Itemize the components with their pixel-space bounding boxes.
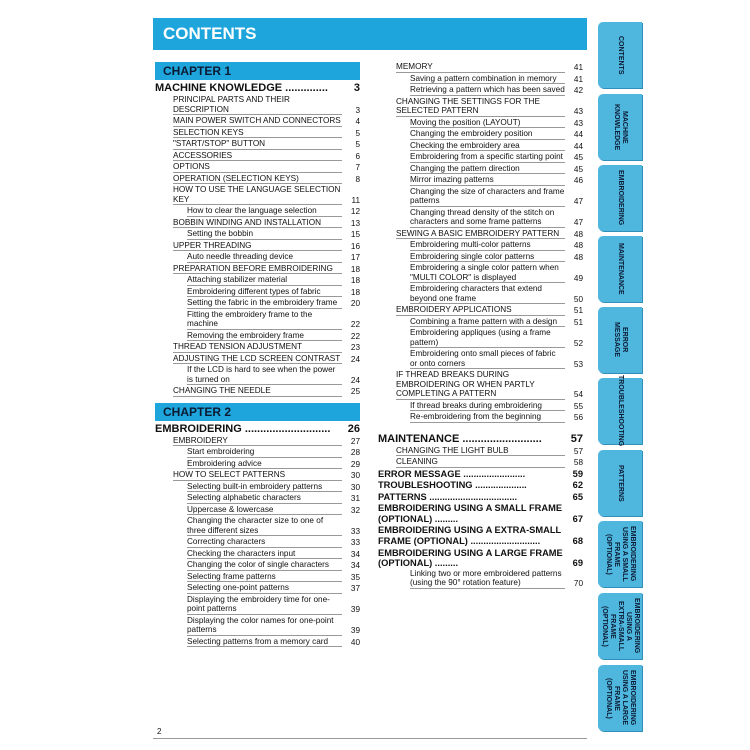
toc-entry-page: 67	[572, 513, 583, 524]
toc-entry-title: Changing thread density of the stitch on characters and some frame patterns	[410, 208, 565, 228]
toc-entry[interactable]	[155, 549, 360, 560]
toc-entry-title: CHANGING THE NEEDLE	[173, 386, 342, 397]
right-list-2	[378, 433, 583, 589]
toc-entry-page: 43	[573, 107, 583, 116]
toc-entry-title: If thread breaks during embroidering	[410, 401, 565, 412]
toc-entry[interactable]	[155, 331, 360, 342]
toc-entry[interactable]	[378, 457, 583, 468]
toc-entry-page: 15	[350, 230, 360, 239]
toc-entry-page: 34	[350, 549, 360, 559]
toc-entry-page: 44	[573, 130, 583, 139]
toc-entry[interactable]	[378, 240, 583, 251]
toc-entry[interactable]	[155, 287, 360, 298]
chapter-tab-label: CONTENTS	[617, 35, 624, 75]
toc-entry[interactable]	[155, 241, 360, 252]
toc-entry[interactable]	[155, 151, 360, 162]
left-column	[155, 62, 360, 648]
toc-entry-title: Changing the size of characters and frame patterns	[410, 186, 565, 205]
toc-entry-title: IF THREAD BREAKS DURING EMBROIDERING OR WHEN PARTLY COMPLETING A PATTERN	[396, 370, 565, 400]
toc-entry[interactable]	[155, 493, 360, 504]
toc-entry-title: How to clear the language selection	[187, 206, 342, 217]
toc-entry-title: If the LCD is hard to see when the power is turned on	[187, 365, 342, 385]
toc-entry-page: 33	[350, 526, 360, 536]
toc-entry-page: 39	[350, 605, 360, 614]
toc-entry[interactable]	[378, 317, 583, 328]
toc-entry-title: EMBROIDERING USING A LARGE FRAME (OPTIONAL) .........	[378, 547, 563, 569]
toc-entry-page: 35	[350, 572, 360, 582]
toc-entry-page: 18	[350, 264, 360, 274]
toc-entry-title: Uppercase & lowercase	[187, 505, 342, 516]
toc-entry[interactable]	[155, 572, 360, 583]
toc-entry-title: Removing the embroidery frame	[187, 331, 342, 342]
toc-entry-page: 31	[350, 494, 360, 503]
toc-entry-page: 47	[573, 218, 583, 227]
toc-entry-page: 25	[350, 387, 360, 396]
toc-entry[interactable]	[155, 423, 360, 436]
toc-entry-title: Saving a pattern combination in memory	[410, 74, 565, 85]
toc-entry[interactable]	[378, 164, 583, 175]
toc-entry-title: MAINTENANCE ..........................	[378, 432, 542, 445]
toc-entry-title: Embroidering different types of fabric	[187, 287, 342, 298]
toc-entry-title: ACCESSORIES	[173, 151, 342, 162]
toc-entry-title: Displaying the embroidery time for one-point patterns	[187, 595, 342, 615]
chapter-tab[interactable]	[598, 307, 642, 373]
toc-entry[interactable]	[155, 342, 360, 353]
toc-entry-title: EMBROIDERING USING A EXTRA-SMALL FRAME (OPTIONAL) ...........................	[378, 525, 562, 547]
toc-entry-page: 17	[350, 253, 360, 262]
chapter-tab-label: EMBROIDERING USING A LARGE FRAME (OPTIONAL)	[605, 670, 636, 726]
chapter-2-list	[155, 423, 360, 648]
toc-entry-title: Changing the embroidery position	[410, 129, 565, 140]
toc-entry[interactable]	[378, 349, 583, 369]
chapter-tab[interactable]	[598, 94, 642, 160]
toc-entry-page: 62	[572, 480, 583, 491]
toc-entry[interactable]	[155, 275, 360, 286]
toc-entry-title: Embroidering a single color pattern when "MULTI COLOR" is displayed	[410, 263, 565, 283]
toc-entry-title: Correcting characters	[187, 537, 342, 548]
toc-entry[interactable]	[155, 264, 360, 275]
chapter-2-header: CHAPTER 2	[155, 403, 360, 421]
toc-entry-page: 39	[350, 626, 360, 635]
page-number: 2	[157, 727, 162, 736]
toc-entry-title: HOW TO SELECT PATTERNS	[173, 470, 342, 481]
toc-entry-title: SELECTION KEYS	[173, 128, 342, 139]
toc-entry-title: Changing the color of single characters	[187, 560, 342, 571]
toc-entry[interactable]	[155, 436, 360, 447]
toc-entry-title: THREAD TENSION ADJUSTMENT	[173, 342, 342, 353]
toc-entry[interactable]	[378, 229, 583, 240]
toc-entry-title: PRINCIPAL PARTS AND THEIR DESCRIPTION	[173, 95, 342, 115]
toc-entry[interactable]	[378, 252, 583, 263]
toc-entry-title: Attaching stabilizer material	[187, 275, 342, 286]
toc-entry-title: CHANGING THE SETTINGS FOR THE SELECTED PATTERN	[396, 97, 565, 117]
chapter-tab[interactable]	[598, 375, 642, 447]
toc-entry[interactable]	[378, 469, 583, 480]
toc-entry-title: ERROR MESSAGE ........................	[378, 468, 526, 479]
chapter-tab-label: EMBROIDERING USING A EXTRA-SMALL FRAME (OPTIONAL)	[601, 598, 640, 654]
toc-entry[interactable]	[378, 187, 583, 207]
toc-entry-page: 18	[350, 287, 360, 297]
toc-entry-page: 29	[350, 459, 360, 469]
toc-entry-title: Embroidering characters that extend beyond one frame	[410, 284, 565, 304]
toc-entry-page: 48	[573, 252, 583, 262]
toc-entry-page: 6	[355, 151, 360, 161]
toc-entry-title: Changing the character size to one of three different sizes	[187, 516, 342, 536]
toc-entry[interactable]	[155, 116, 360, 127]
toc-entry-title: Embroidering appliques (using a frame pattern)	[410, 328, 565, 348]
toc-entry[interactable]	[155, 185, 360, 205]
toc-entry[interactable]	[378, 152, 583, 163]
toc-entry-page: 45	[573, 153, 583, 162]
toc-entry[interactable]	[378, 446, 583, 457]
chapter-tab[interactable]	[598, 236, 642, 302]
toc-entry-title: MAIN POWER SWITCH AND CONNECTORS	[173, 116, 341, 125]
toc-entry-title: BOBBIN WINDING AND INSTALLATION	[173, 218, 342, 229]
footer-rule	[153, 738, 587, 739]
toc-entry-page: 5	[355, 128, 360, 138]
toc-entry[interactable]	[378, 175, 583, 186]
toc-entry-page: 52	[573, 338, 583, 348]
toc-entry-title: Displaying the color names for one-point patterns	[187, 616, 342, 636]
toc-entry-title: PATTERNS ..................................	[378, 491, 518, 502]
toc-entry-page: 58	[573, 458, 583, 467]
toc-entry[interactable]	[378, 141, 583, 152]
toc-entry-page: 18	[350, 276, 360, 285]
toc-entry-title: Setting the fabric in the embroidery frame	[187, 298, 342, 309]
toc-entry-title: CHANGING THE LIGHT BULB	[396, 446, 565, 457]
toc-entry-title: UPPER THREADING	[173, 241, 342, 252]
toc-entry-title: Combining a frame pattern with a design	[410, 317, 565, 328]
toc-entry-page: 46	[573, 176, 583, 185]
chapter-tab[interactable]	[598, 165, 642, 231]
toc-entry[interactable]	[378, 503, 583, 524]
chapter-tab-label: PATTERNS	[617, 464, 624, 502]
toc-entry-title: Embroidering multi-color patterns	[410, 240, 565, 251]
toc-entry[interactable]	[155, 505, 360, 516]
chapter-tab[interactable]	[598, 450, 642, 516]
toc-entry-title: Setting the bobbin	[187, 229, 342, 240]
toc-entry-page: 37	[350, 584, 360, 593]
chapter-tab-label: EMBROIDERING	[617, 170, 624, 226]
toc-entry-page: 33	[350, 538, 360, 547]
toc-entry[interactable]	[155, 482, 360, 493]
toc-entry-title: Checking the embroidery area	[410, 141, 565, 152]
toc-entry-page: 41	[573, 74, 583, 84]
toc-entry-title: Start embroidering	[187, 447, 342, 458]
toc-entry-page: 23	[350, 343, 360, 352]
toc-entry-page: 47	[573, 197, 583, 206]
toc-entry[interactable]	[155, 447, 360, 458]
toc-entry[interactable]	[155, 162, 360, 173]
toc-entry[interactable]	[378, 328, 583, 348]
toc-entry[interactable]	[155, 252, 360, 263]
toc-entry-title: HOW TO USE THE LANGUAGE SELECTION KEY	[173, 185, 341, 204]
toc-entry-page: 34	[350, 561, 360, 570]
toc-entry-page: 50	[573, 294, 583, 304]
toc-entry[interactable]	[378, 263, 583, 283]
toc-entry[interactable]	[155, 516, 360, 536]
toc-entry-title: MEMORY	[396, 62, 565, 73]
toc-entry-title: Retrieving a pattern which has been saved	[410, 85, 565, 94]
toc-entry-title: Mirror imazing patterns	[410, 175, 565, 186]
toc-entry-page: 24	[350, 354, 360, 364]
toc-entry-page: 53	[573, 359, 583, 369]
toc-entry[interactable]	[378, 208, 583, 228]
toc-entry[interactable]	[155, 537, 360, 548]
toc-entry[interactable]	[155, 637, 360, 648]
chapter-tab-label: TROUBLESHOOTING	[617, 375, 624, 447]
toc-entry-title: Changing the pattern direction	[410, 164, 565, 175]
toc-entry-page: 45	[573, 164, 583, 174]
toc-entry-page: 22	[350, 320, 360, 329]
toc-entry[interactable]	[155, 616, 360, 636]
toc-entry-page: 70	[573, 579, 583, 589]
toc-entry-title: Auto needle threading device	[187, 252, 342, 263]
toc-entry-title: EMBROIDERING ............................	[155, 422, 331, 435]
chapter-tab[interactable]	[598, 593, 642, 659]
toc-entry[interactable]	[155, 82, 360, 95]
toc-entry-page: 42	[573, 86, 583, 95]
toc-entry-page: 32	[350, 505, 360, 515]
toc-entry-page: 20	[350, 299, 360, 308]
toc-entry[interactable]	[378, 433, 583, 446]
toc-entry-title: Linking two or more embroidered patterns (using the 90° rotation feature)	[410, 569, 565, 589]
toc-entry[interactable]	[378, 569, 583, 589]
toc-entry-title: OPTIONS	[173, 162, 342, 173]
toc-entry-page: 57	[570, 432, 583, 445]
toc-entry-title: ADJUSTING THE LCD SCREEN CONTRAST	[173, 353, 341, 363]
toc-entry-page: 30	[350, 482, 360, 492]
chapter-tab-label: MACHINE KNOWLEDGE	[613, 103, 628, 151]
toc-entry[interactable]	[378, 118, 583, 129]
toc-entry-title: Embroidering single color patterns	[410, 252, 565, 263]
toc-entry-page: 30	[350, 471, 360, 480]
toc-entry-title: Checking the characters input	[187, 549, 342, 560]
toc-entry[interactable]	[155, 386, 360, 397]
toc-entry-page: 55	[573, 401, 583, 411]
toc-entry-page: 49	[573, 273, 583, 283]
right-list-1	[378, 62, 583, 423]
toc-entry-page: 24	[350, 375, 360, 385]
toc-entry-title: EMBROIDERY	[173, 436, 342, 447]
chapter-tab[interactable]	[598, 22, 642, 88]
toc-entry[interactable]	[378, 62, 583, 73]
toc-entry-title: CLEANING	[396, 457, 565, 468]
toc-entry-page: 54	[573, 390, 583, 399]
toc-entry[interactable]	[155, 229, 360, 240]
toc-entry-page: 48	[573, 241, 583, 250]
toc-entry-title: Selecting alphabetic characters	[187, 493, 342, 504]
toc-entry-page: 40	[350, 637, 360, 647]
toc-entry-page: 28	[350, 448, 360, 457]
toc-entry-title: Embroidering from a specific starting point	[410, 152, 565, 163]
toc-entry-page: 13	[350, 218, 360, 228]
chapter-1-list	[155, 82, 360, 397]
toc-entry-title: "START/STOP" BUTTON	[173, 139, 342, 150]
toc-entry-title: EMBROIDERING USING A SMALL FRAME (OPTIONAL) .........	[378, 503, 563, 524]
toc-entry-title: Selecting frame patterns	[187, 572, 342, 583]
toc-entry-page: 44	[573, 141, 583, 151]
toc-entry-page: 3	[353, 82, 360, 94]
toc-entry-page: 65	[572, 491, 583, 502]
chapter-1-header: CHAPTER 1	[155, 62, 360, 80]
toc-entry-title: Selecting built-in embroidery patterns	[187, 482, 342, 493]
toc-entry[interactable]	[155, 218, 360, 229]
toc-entry[interactable]	[378, 401, 583, 412]
toc-entry[interactable]	[378, 129, 583, 140]
toc-entry[interactable]	[155, 298, 360, 309]
toc-entry-page: 7	[355, 163, 360, 172]
toc-entry[interactable]	[155, 310, 360, 330]
toc-entry-title: SEWING A BASIC EMBROIDERY PATTERN	[396, 229, 565, 240]
toc-entry[interactable]	[155, 365, 360, 385]
toc-entry-title: Selecting patterns from a memory card	[187, 637, 342, 648]
toc-entry-title: Selecting one-point patterns	[187, 583, 342, 594]
toc-entry[interactable]	[378, 74, 583, 85]
chapter-tab-label: EMBROIDERING USING A SMALL FRAME (OPTIONAL)	[605, 526, 636, 582]
toc-entry-title: Re-embroidering from the beginning	[410, 412, 565, 423]
toc-entry-page: 69	[572, 558, 583, 569]
right-column	[378, 62, 583, 590]
page-title: CONTENTS	[153, 18, 587, 50]
toc-entry-page: 3	[355, 105, 360, 115]
toc-entry-page: 5	[355, 140, 360, 149]
toc-entry-page: 51	[573, 317, 583, 327]
toc-entry[interactable]	[378, 370, 583, 400]
toc-entry[interactable]	[155, 560, 360, 571]
toc-entry-title: Fitting the embroidery frame to the machine	[187, 310, 342, 330]
toc-entry-page: 4	[355, 117, 360, 126]
toc-entry-title: EMBROIDERY APPLICATIONS	[396, 305, 565, 316]
toc-entry[interactable]	[378, 305, 583, 316]
toc-entry[interactable]	[378, 492, 583, 503]
toc-entry-page: 11	[351, 195, 360, 205]
toc-entry[interactable]	[155, 354, 360, 365]
toc-entry-title: TROUBLESHOOTING ....................	[378, 480, 527, 491]
toc-entry[interactable]	[155, 595, 360, 615]
toc-entry[interactable]	[378, 548, 583, 569]
toc-entry[interactable]	[155, 128, 360, 139]
toc-entry[interactable]	[378, 525, 583, 546]
toc-entry[interactable]	[378, 85, 583, 96]
toc-entry-title: Embroidering advice	[187, 459, 342, 470]
toc-entry-page: 27	[350, 436, 360, 446]
toc-entry-page: 8	[355, 174, 360, 184]
toc-entry[interactable]	[378, 284, 583, 304]
toc-entry-page: 56	[573, 413, 583, 422]
toc-entry-page: 41	[573, 63, 583, 72]
chapter-tab-label: ERROR MESSAGE	[613, 322, 628, 358]
toc-entry[interactable]	[378, 480, 583, 491]
toc-entry[interactable]	[155, 583, 360, 594]
toc-entry[interactable]	[155, 459, 360, 470]
toc-entry[interactable]	[155, 470, 360, 481]
chapter-tab-label: MAINTENANCE	[617, 243, 624, 295]
toc-entry-page: 43	[573, 118, 583, 128]
toc-entry-title: PREPARATION BEFORE EMBROIDERING	[173, 264, 342, 275]
toc-entry[interactable]	[155, 206, 360, 217]
toc-entry-page: 59	[572, 468, 583, 479]
toc-entry-page: 22	[350, 331, 360, 341]
toc-entry[interactable]	[378, 412, 583, 423]
toc-entry-page: 57	[573, 446, 583, 456]
toc-entry-title: Moving the position (LAYOUT)	[410, 118, 565, 129]
toc-entry-page: 48	[573, 229, 583, 239]
chapter-tab[interactable]	[598, 665, 642, 731]
toc-entry-title: OPERATION (SELECTION KEYS)	[173, 174, 342, 185]
toc-entry[interactable]	[155, 174, 360, 185]
toc-entry-page: 68	[572, 536, 583, 547]
toc-entry-page: 12	[350, 207, 360, 216]
toc-entry-page: 26	[347, 422, 360, 435]
toc-entry-page: 16	[350, 241, 360, 251]
toc-entry-title: Embroidering onto small pieces of fabric or onto corners	[410, 349, 565, 369]
toc-entry-page: 51	[573, 306, 583, 315]
toc-entry[interactable]	[378, 97, 583, 117]
toc-entry[interactable]	[155, 95, 360, 115]
toc-entry[interactable]	[155, 139, 360, 150]
chapter-tab[interactable]	[598, 521, 642, 587]
toc-entry-title: MACHINE KNOWLEDGE ..............	[155, 82, 328, 94]
